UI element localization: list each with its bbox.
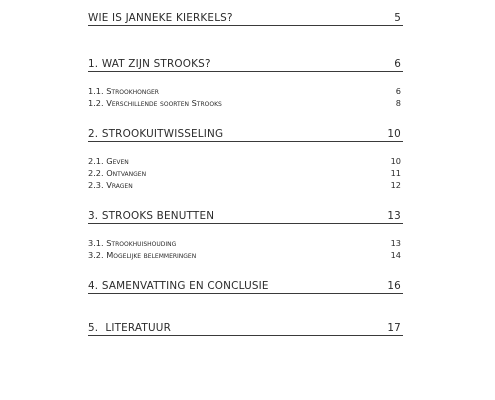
toc-entry-underline [88,71,403,72]
toc-subentry-page: 12 [390,180,401,190]
toc-entry-number: 3. [88,210,99,222]
toc-subentry-2-2[interactable] [88,168,403,180]
toc-entry-title-text: LITERATUUR [105,322,171,334]
toc-subentry-title-text: Strookhuishouding [106,238,177,248]
toc-subentry-number: 2.3. [88,180,104,190]
toc-subentry-title [88,180,133,190]
toc-subentry-1-2[interactable] [88,98,403,110]
toc-entry-page: 10 [387,128,401,140]
toc-subentry-number: 2.1. [88,156,104,166]
toc-subentry-title [88,98,222,108]
toc-entry-title [88,322,171,334]
toc-entry-title [88,280,269,292]
toc-subentry-title-text: Verschillende soorten Strooks [106,98,222,108]
toc-entry-section-4[interactable] [88,278,403,294]
toc-entry-section-1[interactable] [88,56,403,72]
toc-subentry-page: 10 [390,156,401,166]
toc-subentry-2-3[interactable] [88,180,403,192]
toc-entry-title: WIE IS JANNEKE KIERKELS? [88,12,233,24]
toc-subentry-page: 14 [390,250,401,260]
toc-subentry-page: 8 [395,98,401,108]
toc-entry-title [88,128,223,140]
toc-subentry-number: 1.1. [88,86,104,96]
toc-entry-title-text: STROOKUITWISSELING [101,128,224,140]
toc-entry-title [88,58,211,70]
toc-entry-title-text: WAT ZIJN STROOKS? [101,58,211,70]
toc-entry-underline [88,293,403,294]
toc-entry-section-5[interactable] [88,320,403,336]
toc-subentry-title [88,86,159,96]
toc-subentry-number: 3.2. [88,250,104,260]
toc-entry-underline [88,25,403,26]
toc-entry-page: 16 [387,280,401,292]
toc-subentry-title-text: Ontvangen [106,168,147,178]
toc-subentry-title [88,238,176,248]
toc-entry-title-text: SAMENVATTING EN CONCLUSIE [101,280,269,292]
toc-entry-section-3[interactable] [88,208,403,224]
toc-subentry-title [88,250,196,260]
toc-entry-page: 5 [394,12,401,24]
toc-subentry-title [88,168,146,178]
toc-subentry-title-text: Vragen [106,180,133,190]
toc-entry-page: 17 [387,322,401,334]
toc-subentry-title [88,156,129,166]
toc-entry-number: 5. [88,322,99,334]
toc-subentry-page: 11 [390,168,401,178]
toc-subentry-title-text: Strookhonger [106,86,159,96]
toc-subentry-page: 13 [390,238,401,248]
toc-entry-page: 13 [387,210,401,222]
toc-entry-number: 1. [88,58,99,70]
toc-subentry-number: 3.1. [88,238,104,248]
toc-entry-underline [88,223,403,224]
toc-subentry-3-1[interactable] [88,238,403,250]
toc-entry-page: 6 [394,58,401,70]
toc-entry-section-2[interactable] [88,126,403,142]
toc-subentry-1-1[interactable] [88,86,403,98]
toc-subentry-3-2[interactable] [88,250,403,262]
toc-entry-underline [88,335,403,336]
toc-entry-title [88,210,214,222]
toc-subentry-number: 1.2. [88,98,104,108]
toc-subentry-number: 2.2. [88,168,104,178]
toc-subentry-page: 6 [395,86,401,96]
toc-entry-underline [88,141,403,142]
toc-entry-title-text: STROOKS BENUTTEN [101,210,215,222]
toc-subentry-2-1[interactable] [88,156,403,168]
toc-entry-wie-is-janneke-kierkels[interactable] [88,10,403,26]
toc-entry-number: 4. [88,280,99,292]
toc-entry-number: 2. [88,128,99,140]
toc-subentry-title-text: Mogelijke belemmeringen [106,250,197,260]
toc-subentry-title-text: Geven [106,156,129,166]
